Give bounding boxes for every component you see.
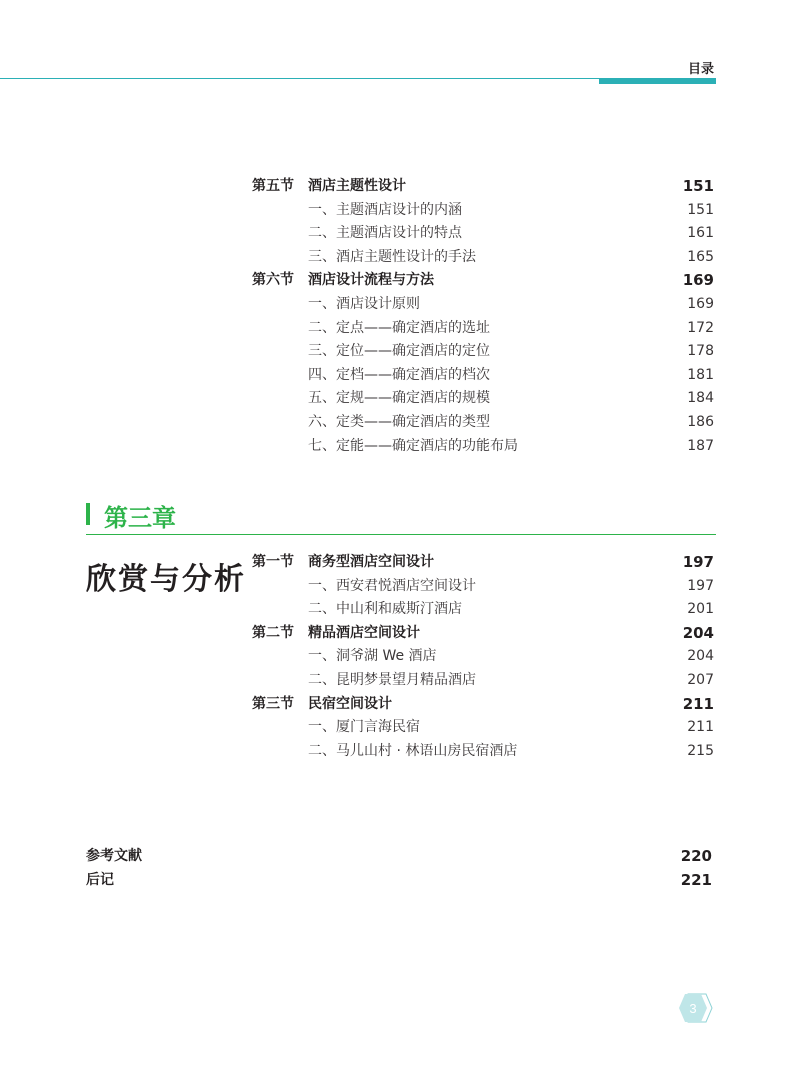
item-title: 一、主题酒店设计的内涵 bbox=[308, 201, 462, 218]
section-title: 商务型酒店空间设计 bbox=[308, 554, 434, 570]
toc-item-row bbox=[252, 716, 714, 738]
page-ref: 169 bbox=[687, 296, 714, 312]
item-title: 六、定类——确定酒店的类型 bbox=[308, 414, 490, 430]
back-matter-row bbox=[86, 869, 712, 891]
back-matter-title: 后记 bbox=[86, 872, 114, 888]
item-title: 一、西安君悦酒店空间设计 bbox=[308, 577, 476, 594]
section-number: 第一节 bbox=[252, 554, 294, 570]
page-ref: 197 bbox=[682, 553, 714, 571]
page-ref: 197 bbox=[687, 577, 714, 594]
toc-section-row bbox=[252, 175, 714, 197]
page-ref: 172 bbox=[687, 319, 714, 336]
section-number: 第二节 bbox=[252, 624, 294, 641]
section-number: 第六节 bbox=[252, 272, 294, 289]
page-ref: 181 bbox=[687, 366, 714, 383]
page-number: 3 bbox=[689, 1001, 697, 1016]
toc-section-row bbox=[252, 551, 714, 573]
toc-item-row bbox=[252, 575, 714, 597]
back-matter-row bbox=[86, 845, 712, 867]
page-ref: 220 bbox=[680, 847, 712, 865]
page-ref: 207 bbox=[687, 672, 714, 688]
page-ref: 211 bbox=[682, 694, 714, 713]
item-title: 三、定位——确定酒店的定位 bbox=[308, 343, 490, 360]
page-ref: 187 bbox=[687, 437, 714, 454]
page-ref: 215 bbox=[687, 742, 714, 759]
page-number-badge bbox=[679, 993, 713, 1023]
page-ref: 221 bbox=[680, 871, 712, 889]
toc-item-row bbox=[252, 293, 714, 315]
item-title: 一、洞爷湖 We 酒店 bbox=[308, 648, 437, 665]
item-title: 二、定点——确定酒店的选址 bbox=[308, 319, 490, 336]
toc-item-row bbox=[252, 199, 714, 221]
toc-item-row bbox=[252, 317, 714, 339]
page-ref: 211 bbox=[687, 719, 714, 736]
item-title: 三、酒店主题性设计的手法 bbox=[308, 248, 476, 265]
toc-section-row bbox=[252, 269, 714, 291]
chapter-rule bbox=[86, 534, 716, 535]
toc-item-row bbox=[252, 645, 714, 667]
item-title: 一、酒店设计原则 bbox=[308, 296, 420, 312]
item-title: 七、定能——确定酒店的功能布局 bbox=[308, 437, 518, 454]
toc-item-row bbox=[252, 340, 714, 362]
toc-section-row bbox=[252, 622, 714, 644]
page-ref: 151 bbox=[687, 201, 714, 218]
back-matter-title: 参考文献 bbox=[86, 848, 142, 864]
toc-item-row bbox=[252, 740, 714, 762]
page-ref: 161 bbox=[687, 225, 714, 242]
item-title: 二、主题酒店设计的特点 bbox=[308, 225, 462, 242]
chapter-number: 第三章 bbox=[104, 504, 176, 532]
toc-item-row bbox=[252, 222, 714, 244]
page-ref: 186 bbox=[687, 414, 714, 430]
section-number: 第五节 bbox=[252, 178, 294, 194]
toc-item-row bbox=[252, 411, 714, 433]
section-title: 酒店设计流程与方法 bbox=[308, 272, 434, 289]
section-number: 第三节 bbox=[252, 695, 294, 712]
item-title: 五、定规——确定酒店的规模 bbox=[308, 390, 490, 407]
section-title: 精品酒店空间设计 bbox=[308, 624, 420, 641]
page-ref: 204 bbox=[687, 648, 714, 665]
toc-item-row bbox=[252, 387, 714, 409]
item-title: 二、马儿山村 · 林语山房民宿酒店 bbox=[308, 742, 518, 759]
page-ref: 184 bbox=[687, 390, 714, 407]
page-ref: 178 bbox=[687, 343, 714, 360]
chapter-marker-bar bbox=[86, 503, 90, 525]
toc-item-row bbox=[252, 435, 714, 457]
item-title: 二、中山利和威斯汀酒店 bbox=[308, 601, 462, 618]
item-title: 一、厦门言海民宿 bbox=[308, 719, 420, 736]
toc-item-row bbox=[252, 364, 714, 386]
page-ref: 169 bbox=[682, 271, 714, 290]
page-ref: 165 bbox=[687, 248, 714, 265]
toc-item-row bbox=[252, 246, 714, 268]
chapter-name: 欣赏与分析 bbox=[86, 562, 246, 597]
header-accent-bar bbox=[599, 78, 716, 84]
running-header-title: 目录 bbox=[687, 62, 714, 77]
page-ref: 201 bbox=[687, 601, 714, 618]
toc-item-row bbox=[252, 669, 714, 691]
toc-section-row bbox=[252, 693, 714, 715]
item-title: 二、昆明梦景望月精品酒店 bbox=[308, 672, 476, 688]
page-ref: 151 bbox=[682, 177, 714, 195]
section-title: 酒店主题性设计 bbox=[308, 178, 406, 194]
page-ref: 204 bbox=[682, 623, 714, 642]
toc-item-row bbox=[252, 598, 714, 620]
item-title: 四、定档——确定酒店的档次 bbox=[308, 366, 490, 383]
section-title: 民宿空间设计 bbox=[308, 695, 392, 712]
